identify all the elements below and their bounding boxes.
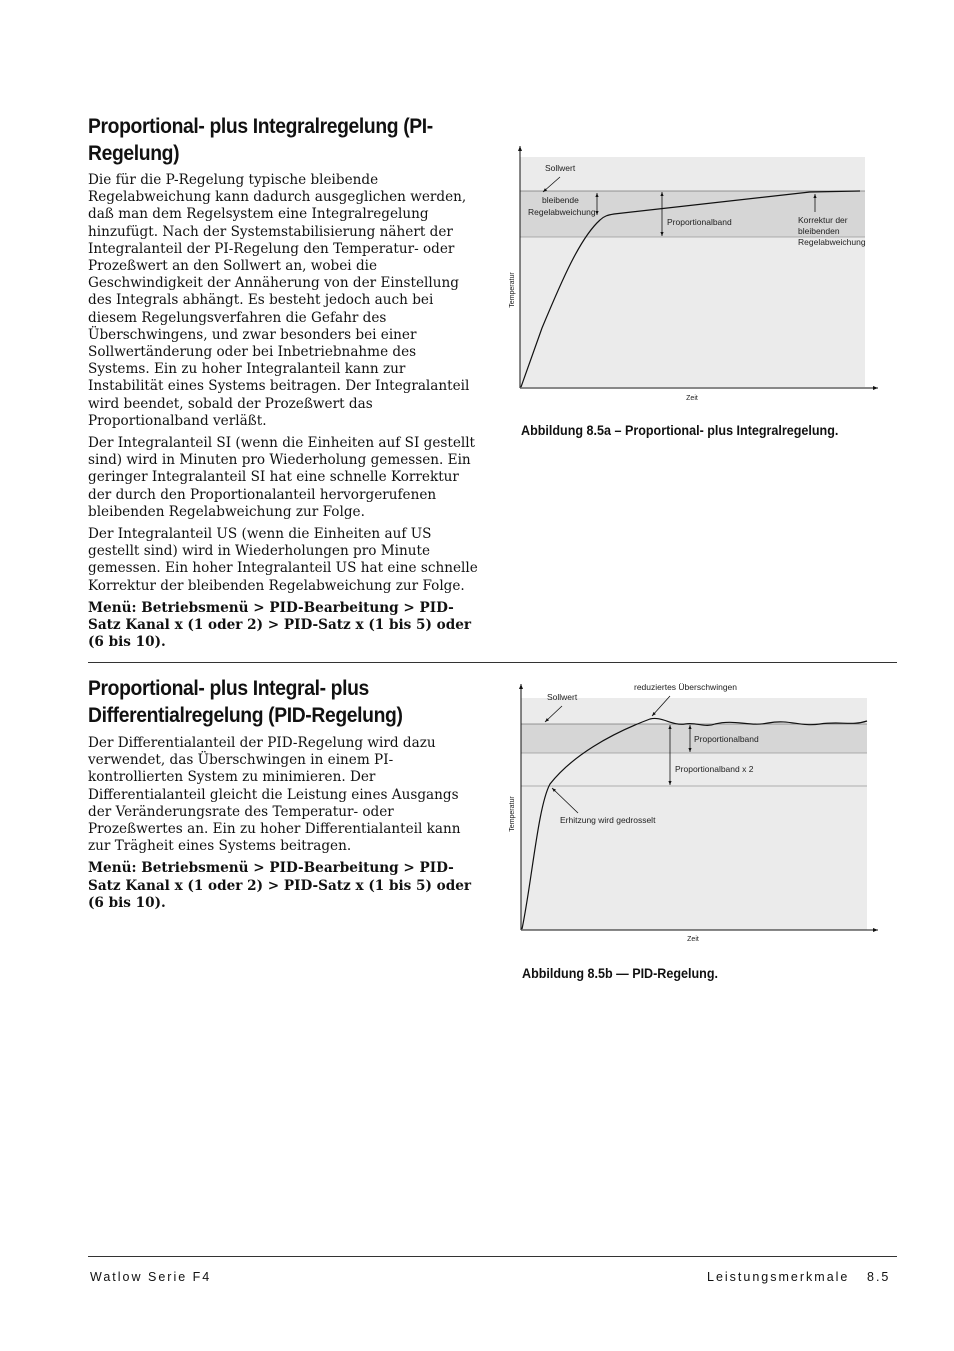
label-y-axis: Temperatur (509, 272, 516, 308)
label-proportionalband-x2: Proportionalband x 2 (675, 764, 754, 774)
pid-control-figure (500, 676, 890, 946)
label-korrektur-2: bleibenden (798, 226, 840, 236)
figure-caption-8-5b: Abbildung 8.5b — PID-Regelung. (522, 966, 718, 981)
footer-publication: Watlow Serie F4 (90, 1270, 212, 1284)
section-1-heading: Proportional- plus Integralregelung (PI-Regelung) (88, 115, 433, 165)
label-reduziertes-ueberschwingen: reduziertes Überschwingen (634, 682, 737, 692)
label-x-axis: Zeit (686, 395, 698, 402)
section-2-menu-path: Menü: Betriebsmenü > PID-Bearbeitung > PID-Satz Kanal x (1 oder 2) > PID-Satz x (1 bis 5) oder (6 bis 10). (88, 860, 472, 911)
section-2-heading: Proportional- plus Integral- plus Differentialregelung (PID-Regelung) (88, 677, 403, 727)
footer-page-number: 8.5 (867, 1270, 891, 1284)
label-korrektur-1: Korrektur der (798, 215, 848, 225)
label-erhitzung: Erhitzung wird gedrosselt (560, 815, 656, 825)
section-1-body (88, 172, 482, 656)
label-x-axis: Zeit (687, 936, 699, 943)
section-1-paragraph: Die für die P-Regelung typische bleibende Regelabweichung kann dadurch ausgeglichen werden, daß man dem Regelsystem eine Integralregelung hinzufügt. Nach der Systemstabilisierung nähert der Integralanteil der PI-Regelung den Temperatur- oder Prozeßwert an den Sollwert an, wobei die Geschwindigkeit der Annäherung von der Einstellung des Integrals abhängt. Es besteht jedoch auch bei diesem Regelungsverfahren die Gefahr des Überschwingens, und zwar besonders bei einer Sollwertänderung oder bei Inbetriebnahme des Systems. Ein zu hoher Integralanteil kann zur Instabilität eines Systems beitragen. Der Integralanteil wird beendet, sobald der Prozeßwert das Proportionalband verläßt. (88, 172, 470, 429)
label-korrektur-3: Regelabweichung (798, 237, 866, 247)
section-1-paragraph: Der Integralanteil SI (wenn die Einheiten auf SI gestellt sind) wird in Minuten pro Wiederholung gemessen. Ein geringer Integralanteil SI hat eine schnelle Korrektur der durch den Proportionalanteil hervorgerufenen bleibenden Regelabweichung zur Folge. (88, 435, 476, 520)
footer-rule (88, 1256, 897, 1257)
label-bleibende: bleibende (542, 195, 579, 205)
label-y-axis: Temperatur (509, 796, 516, 832)
section-1-paragraph: Der Integralanteil US (wenn die Einheiten auf US gestellt sind) wird in Wiederholungen pro Minute gemessen. Ein hoher Integralanteil US hat eine schnelle Korrektur der bleibenden Regelabweichung zur Folge. (88, 526, 478, 594)
label-regelabweichung: Regelabweichung (528, 207, 596, 217)
label-sollwert: Sollwert (545, 163, 576, 173)
pi-control-figure (500, 140, 890, 410)
section-2-paragraph: Der Differentialanteil der PID-Regelung wird dazu verwendet, das Überschwingen in einem PI-kontrollierten System zu minimieren. Der Differentialanteil gleicht die Leistung eines Ausgangs der Veränderungsrate des Temperatur- oder Prozeßwertes an. Ein zu hoher Differentialanteil kann zur Trägheit eines Systems beitragen. (88, 735, 461, 855)
section-divider (88, 662, 897, 663)
label-sollwert: Sollwert (547, 692, 578, 702)
figure-caption-8-5a: Abbildung 8.5a – Proportional- plus Integralregelung. (521, 423, 839, 438)
footer-section-title: Leistungsmerkmale (707, 1270, 850, 1284)
section-2-body (88, 735, 482, 917)
section-1-menu-path: Menü: Betriebsmenü > PID-Bearbeitung > PID-Satz Kanal x (1 oder 2) > PID-Satz x (1 bis 5) oder (6 bis 10). (88, 599, 472, 651)
label-proportionalband: Proportionalband (667, 217, 732, 227)
label-proportionalband: Proportionalband (694, 734, 759, 744)
